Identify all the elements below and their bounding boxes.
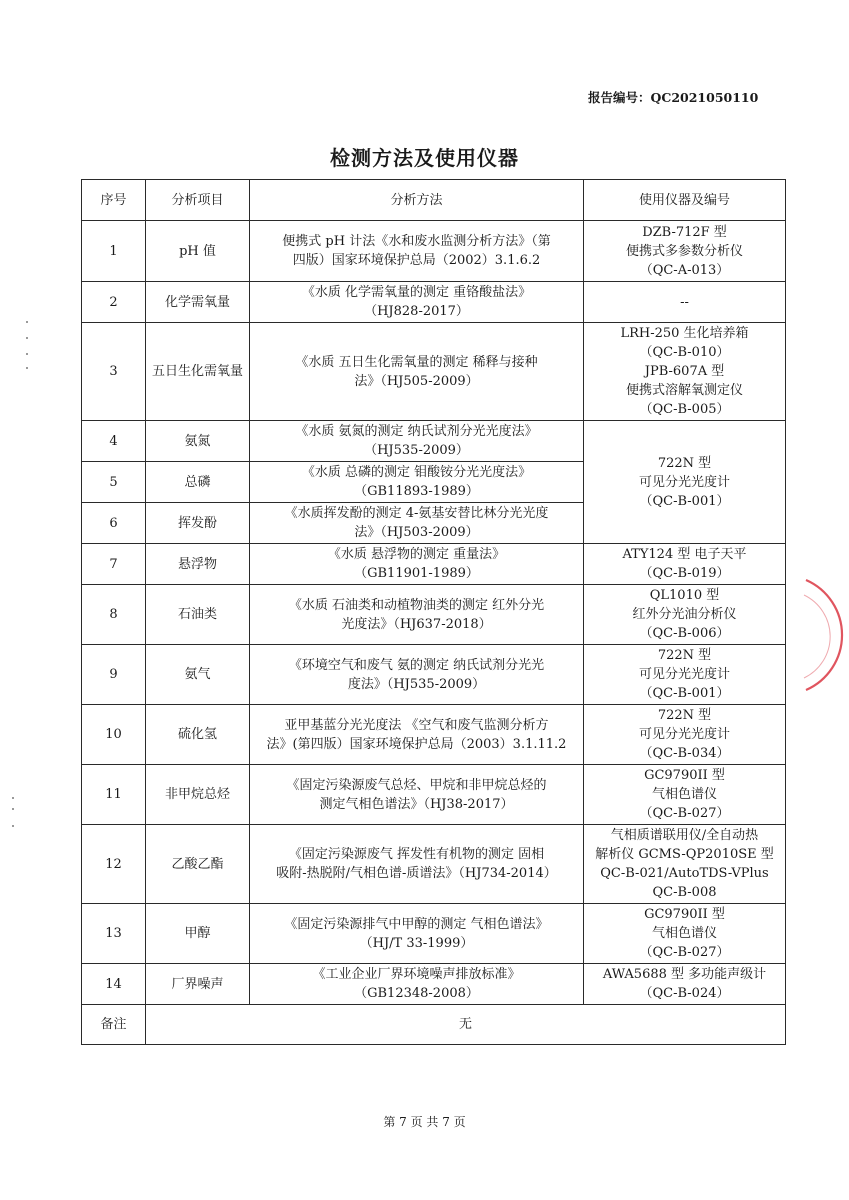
margin-speck: [12, 797, 14, 799]
table-row: [82, 585, 786, 645]
method-line: （GB12348-2008）: [354, 986, 479, 1001]
instrument-line: DZB-712F 型: [642, 224, 727, 240]
instrument-line: 气相色谱仪: [651, 787, 717, 802]
method-line: （GB11901-1989）: [354, 566, 479, 581]
row-number-cell: 9: [82, 645, 146, 705]
table-row: [82, 544, 786, 585]
method-line: 《工业企业厂界环境噪声排放标准》: [312, 967, 521, 982]
row-number-cell: 7: [82, 544, 146, 585]
header-cell-no: 序号: [82, 180, 146, 221]
row-number-cell: 3: [82, 323, 146, 421]
instrument-line: AWA5688 型 多功能声级计: [602, 967, 767, 982]
analysis-item-cell: 乙酸乙酯: [146, 825, 250, 904]
margin-speck: [26, 321, 28, 323]
row-number-cell: 13: [82, 904, 146, 964]
method-line: 《固定污染源排气中甲醇的测定 气相色谱法》: [284, 916, 549, 932]
instrument-line: GC9790II 型: [644, 907, 725, 922]
table-row: [82, 705, 786, 765]
instrument-cell: [584, 645, 786, 705]
analysis-method-cell: [250, 765, 584, 825]
analysis-item-cell: 厂界噪声: [146, 964, 250, 1005]
method-line: 度法》（HJ535-2009）: [347, 676, 486, 692]
analysis-method-cell: [250, 462, 584, 503]
method-line: 测定气相色谱法》（HJ38-2017）: [319, 796, 514, 812]
method-line: 《水质 化学需氧量的测定 重铬酸盐法》: [301, 285, 532, 300]
row-number-cell: 10: [82, 705, 146, 765]
analysis-item-cell: 挥发酚: [146, 503, 250, 544]
instrument-line: （QC-B-019）: [639, 566, 730, 581]
instrument-line: ATY124 型 电子天平: [622, 547, 747, 562]
header-cell-method: 分析方法: [250, 180, 584, 221]
analysis-item-cell: pH 值: [146, 221, 250, 282]
report-number: 报告编号：QC2021050110: [588, 90, 759, 105]
table-row: [82, 964, 786, 1005]
instrument-line: 可见分光光度计: [638, 474, 730, 490]
method-line: 便携式 pH 计法《水和废水监测分析方法》（第: [282, 234, 551, 249]
instrument-line: 722N 型: [657, 708, 712, 723]
seal-arc-inner: [804, 595, 830, 678]
document-title: 检测方法及使用仪器: [330, 146, 519, 170]
analysis-method-cell: [250, 323, 584, 421]
instrument-line: 可见分光光度计: [638, 667, 730, 682]
instrument-line: 气相色谱仪: [651, 926, 717, 941]
analysis-method-cell: [250, 282, 584, 323]
method-line: 《水质 悬浮物的测定 重量法》: [327, 547, 506, 562]
instrument-cell: [584, 585, 786, 645]
analysis-item-cell: 五日生化需氧量: [146, 323, 250, 421]
method-line: 《水质 氨氮的测定 纳氏试剂分光光度法》: [295, 424, 538, 439]
method-line: （HJ535-2009）: [364, 443, 469, 458]
method-line: 法》（HJ503-2009）: [354, 525, 479, 540]
analysis-item-cell: 氨气: [146, 645, 250, 705]
table-row: [82, 825, 786, 904]
red-seal-stamp: [778, 570, 849, 700]
method-line: 吸附-热脱附/气相色谱-质谱法》（HJ734-2014）: [276, 866, 557, 881]
analysis-method-cell: [250, 964, 584, 1005]
method-line: 《水质 总磷的测定 钼酸铵分光光度法》: [301, 465, 532, 480]
analysis-item-cell: 硫化氢: [146, 705, 250, 765]
row-number-cell: 6: [82, 503, 146, 544]
instrument-line: （QC-B-034）: [639, 746, 730, 761]
instrument-line: 722N 型: [657, 455, 712, 471]
analysis-method-cell: [250, 705, 584, 765]
row-number-cell: 11: [82, 765, 146, 825]
table-row: [82, 282, 786, 323]
analysis-item-cell: 石油类: [146, 585, 250, 645]
method-line: 《固定污染源废气 挥发性有机物的测定 固相: [288, 847, 545, 862]
margin-speck: [12, 808, 14, 810]
margin-speck: [26, 337, 28, 339]
header-cell-instrument: 使用仪器及编号: [584, 180, 786, 221]
instrument-line: --: [680, 294, 689, 310]
analysis-method-cell: [250, 503, 584, 544]
remarks-label: 备注: [82, 1005, 146, 1045]
header-cell-item: 分析项目: [146, 180, 250, 221]
instrument-cell: [584, 904, 786, 964]
instrument-line: QL1010 型: [649, 588, 720, 603]
method-line: 亚甲基蓝分光光度法 《空气和废气监测分析方: [284, 717, 549, 733]
analysis-method-cell: [250, 421, 584, 462]
instrument-cell: [584, 544, 786, 585]
instrument-cell: [584, 323, 786, 421]
analysis-item-cell: 化学需氧量: [146, 282, 250, 323]
instrument-line: （QC-B-005）: [639, 402, 730, 417]
instrument-line: 气相质谱联用仪/全自动热: [610, 828, 759, 843]
instrument-line: 722N 型: [657, 648, 712, 663]
table-row: [82, 645, 786, 705]
row-number-cell: 1: [82, 221, 146, 282]
method-line: （GB11893-1989）: [354, 484, 479, 499]
table-row: [82, 221, 786, 282]
instrument-cell: [584, 964, 786, 1005]
method-line: 四版）国家环境保护总局（2002）3.1.6.2: [292, 253, 541, 268]
analysis-method-cell: [250, 221, 584, 282]
remarks-row: [82, 1005, 786, 1045]
row-number-cell: 12: [82, 825, 146, 904]
instrument-cell: [584, 282, 786, 323]
analysis-method-cell: [250, 645, 584, 705]
method-line: 法》（HJ505-2009）: [354, 373, 479, 389]
instrument-line: 便携式多参数分析仪: [625, 243, 743, 259]
analysis-item-cell: 总磷: [146, 462, 250, 503]
table-row: [82, 904, 786, 964]
instrument-line: （QC-B-010）: [639, 345, 730, 360]
instrument-line: 解析仪 GCMS-QP2010SE 型: [595, 847, 774, 862]
table-row: [82, 323, 786, 421]
instrument-cell: [584, 421, 786, 544]
instrument-line: （QC-B-027）: [639, 806, 730, 821]
instrument-line: （QC-B-001）: [639, 493, 730, 509]
method-line: 《环境空气和废气 氨的测定 纳氏试剂分光光: [288, 657, 545, 673]
instrument-line: JPB-607A 型: [644, 364, 725, 379]
table-row: [82, 765, 786, 825]
instrument-line: （QC-B-006）: [639, 626, 730, 641]
row-number-cell: 8: [82, 585, 146, 645]
method-line: 《水质 五日生化需氧量的测定 稀释与接种: [295, 354, 538, 370]
instrument-cell: [584, 825, 786, 904]
analysis-method-cell: [250, 904, 584, 964]
table-header-row: [82, 180, 786, 221]
row-number-cell: 4: [82, 421, 146, 462]
instrument-line: （QC-B-001）: [639, 686, 730, 701]
page-number-footer: 第 7 页 共 7 页: [383, 1115, 466, 1129]
instrument-line: QC-B-008: [652, 885, 717, 900]
analysis-method-cell: [250, 825, 584, 904]
method-line: （HJ828-2017）: [364, 304, 469, 319]
methods-table: [81, 179, 786, 1045]
method-line: 《固定污染源废气总烃、甲烷和非甲烷总烃的: [286, 777, 547, 793]
row-number-cell: 5: [82, 462, 146, 503]
row-number-cell: 2: [82, 282, 146, 323]
table-row: [82, 421, 786, 462]
instrument-line: （QC-B-024）: [639, 986, 730, 1001]
instrument-line: QC-B-021/AutoTDS-VPlus: [600, 866, 769, 881]
method-line: 光度法》（HJ637-2018）: [341, 616, 492, 632]
method-line: （HJ/T 33-1999）: [359, 935, 474, 951]
method-line: 《水质挥发酚的测定 4-氨基安替比林分光光度: [284, 506, 549, 521]
instrument-cell: [584, 765, 786, 825]
analysis-method-cell: [250, 585, 584, 645]
analysis-item-cell: 非甲烷总烃: [146, 765, 250, 825]
instrument-cell: [584, 221, 786, 282]
instrument-line: LRH-250 生化培养箱: [620, 326, 749, 341]
analysis-item-cell: 氨氮: [146, 421, 250, 462]
instrument-line: 可见分光光度计: [638, 727, 730, 742]
method-line: 法》(第四版）国家环境保护总局（2003）3.1.11.2: [266, 736, 567, 752]
instrument-line: 便携式溶解氧测定仪: [625, 383, 743, 398]
instrument-line: （QC-A-013）: [639, 262, 730, 278]
analysis-method-cell: [250, 544, 584, 585]
method-line: 《水质 石油类和动植物油类的测定 红外分光: [288, 597, 545, 613]
margin-speck: [26, 367, 28, 369]
margin-speck: [26, 353, 28, 355]
analysis-item-cell: 悬浮物: [146, 544, 250, 585]
instrument-line: 红外分光油分析仪: [632, 607, 737, 622]
instrument-line: GC9790II 型: [644, 768, 725, 783]
instrument-cell: [584, 705, 786, 765]
row-number-cell: 14: [82, 964, 146, 1005]
margin-speck: [12, 825, 14, 827]
analysis-item-cell: 甲醇: [146, 904, 250, 964]
remarks-value: 无: [146, 1005, 786, 1045]
instrument-line: （QC-B-027）: [639, 945, 730, 960]
